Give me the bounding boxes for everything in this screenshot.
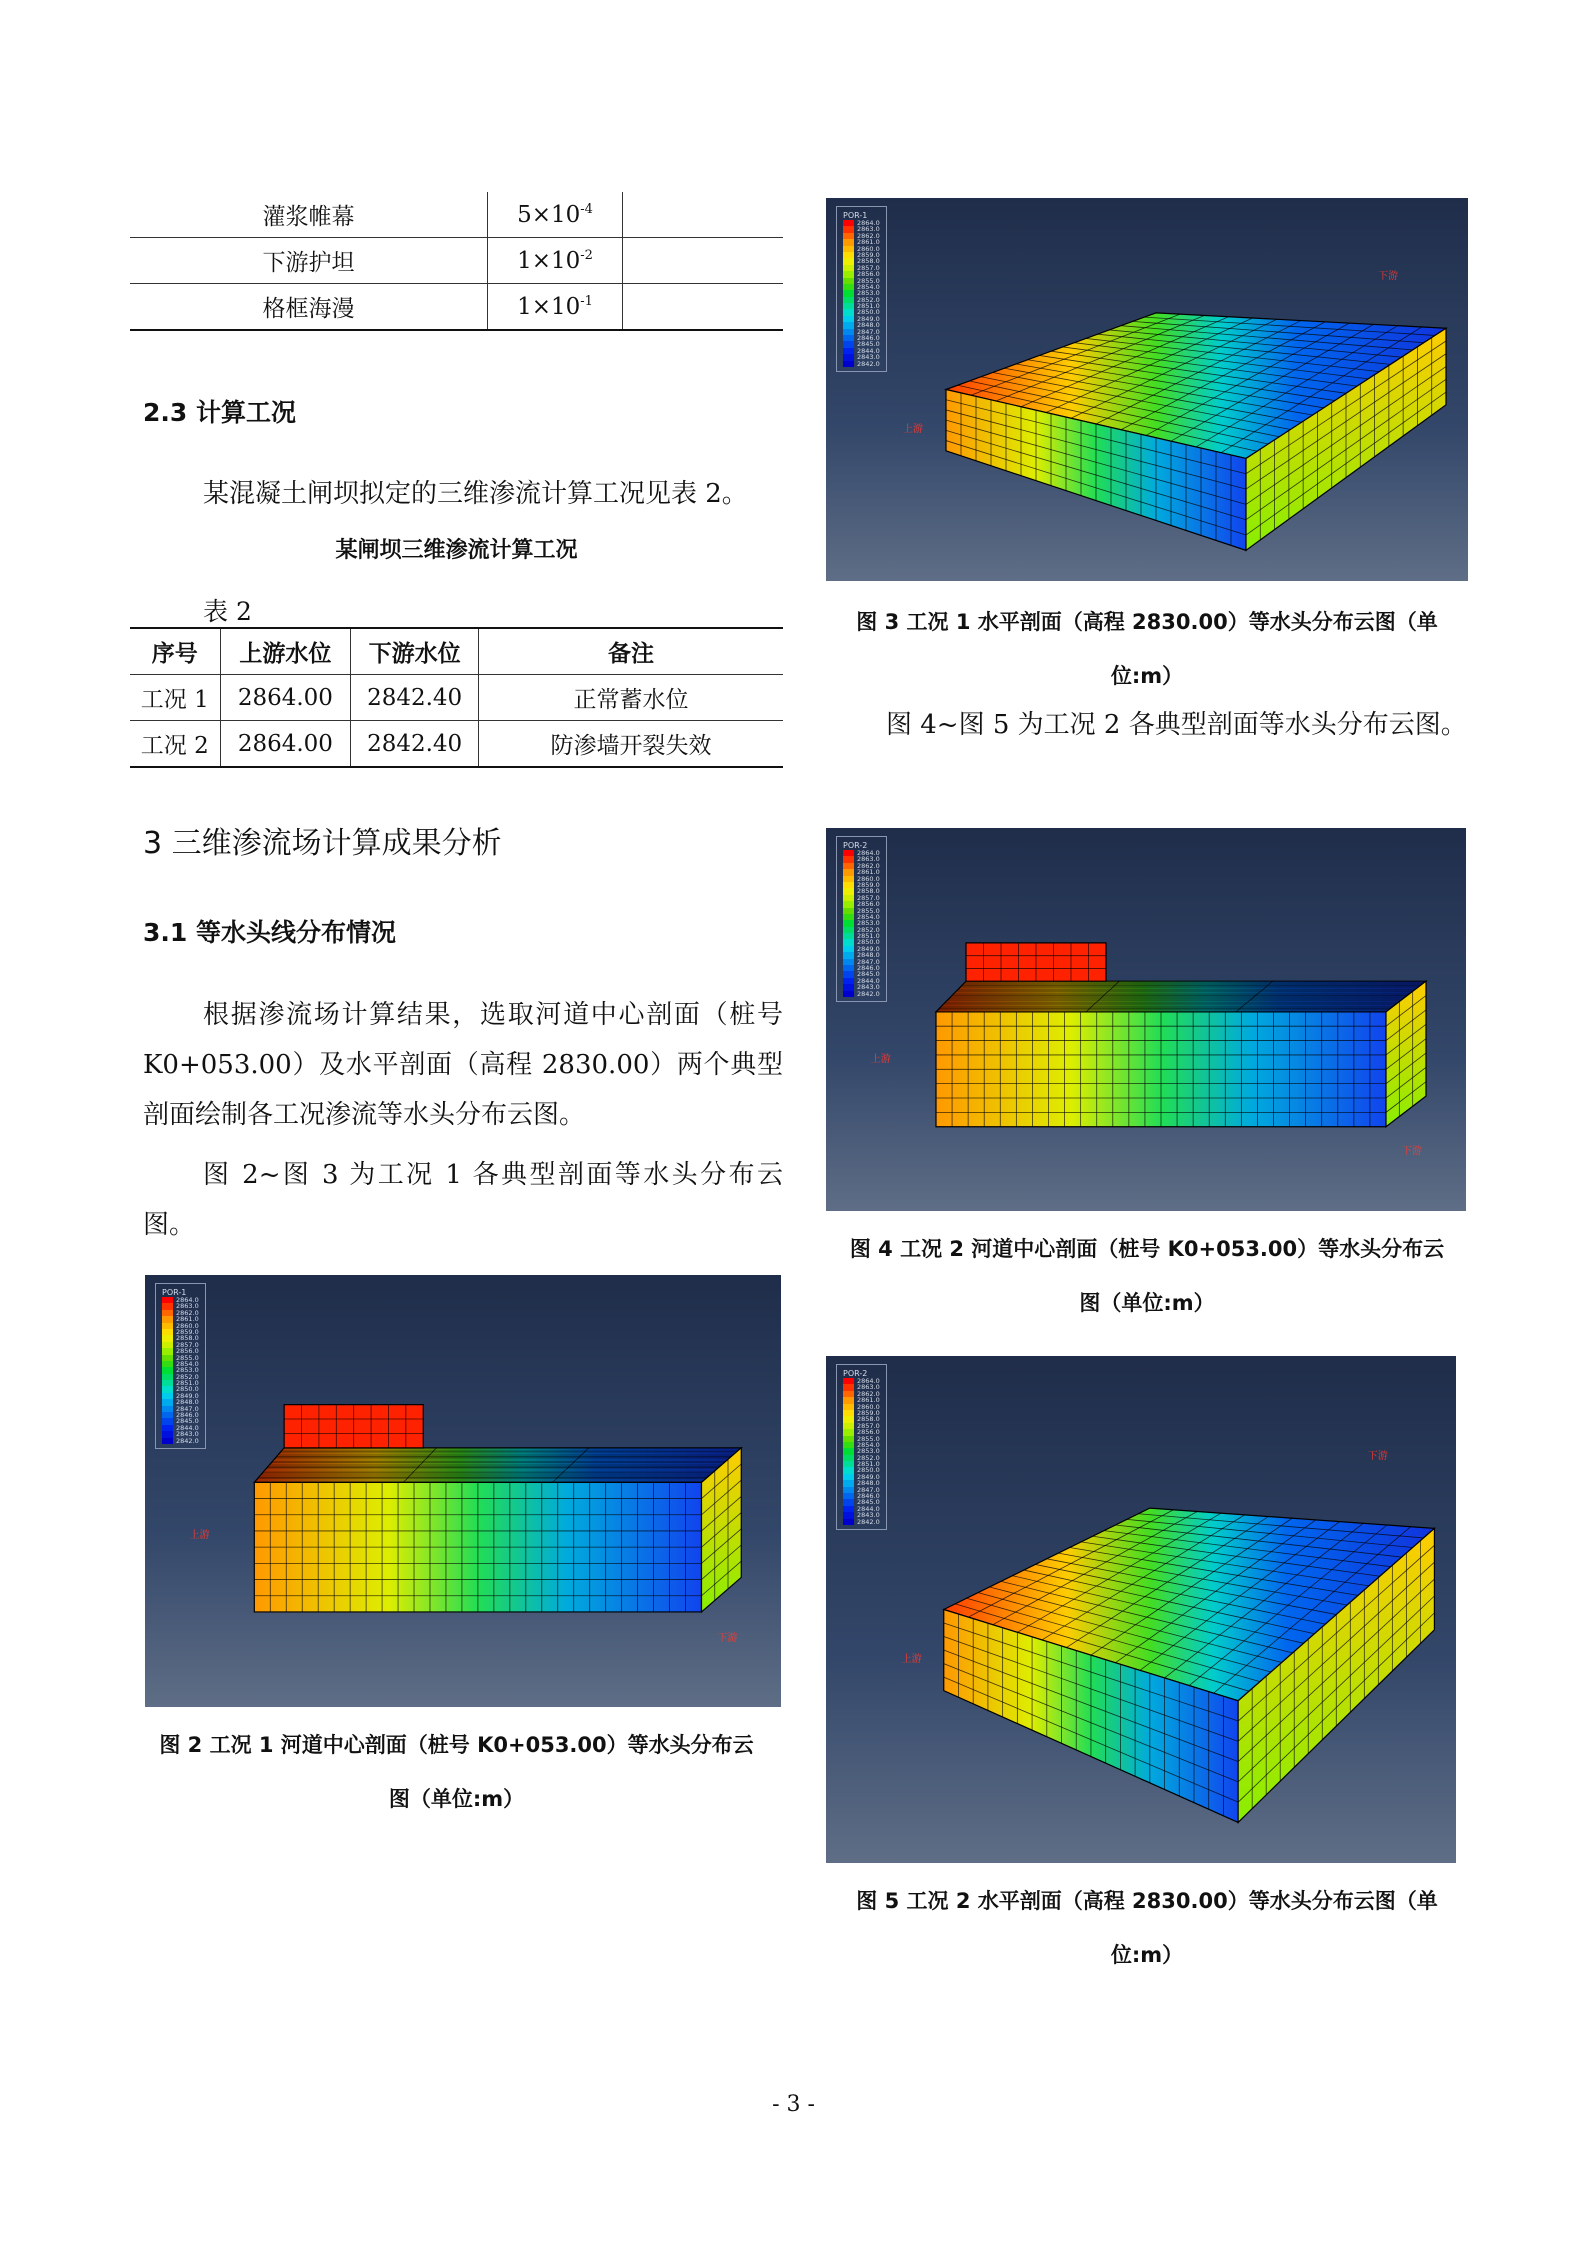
- figure-5-caption-line1: 图 5 工况 2 水平剖面（高程 2830.00）等水头分布云图（单: [856, 1889, 1438, 1913]
- upstream-label: 上游: [903, 424, 924, 436]
- legend-value: 2850.0: [857, 938, 880, 947]
- legend-value: 2853.0: [857, 289, 880, 298]
- legend-value: 2842.0: [857, 359, 880, 368]
- coefficient-exponent: -2: [580, 247, 593, 263]
- legend-value: 2847.0: [176, 1404, 199, 1413]
- contour-legend: [836, 206, 887, 372]
- table2: [130, 627, 783, 768]
- table2-header-cell: 上游水位: [220, 628, 351, 675]
- section-2-3-heading: 2.3 计算工况: [143, 398, 296, 427]
- legend-value: 2856.0: [857, 270, 880, 279]
- legend-value: 2863.0: [857, 1383, 880, 1392]
- legend-value: 2848.0: [857, 951, 880, 960]
- legend-value: 2851.0: [857, 932, 880, 941]
- legend-value: 2855.0: [857, 906, 880, 915]
- section-3-heading: 3 三维渗流场计算成果分析: [143, 826, 502, 861]
- legend-value: 2862.0: [176, 1308, 199, 1317]
- legend-value: 2853.0: [857, 919, 880, 928]
- table2-cell: 2842.40: [351, 721, 479, 768]
- material-cell: 下游护坦: [130, 238, 488, 284]
- upstream-label: 上游: [189, 1529, 210, 1541]
- legend-value: 2856.0: [176, 1347, 199, 1356]
- legend-value: 2851.0: [176, 1379, 199, 1388]
- legend-value: 2845.0: [857, 970, 880, 979]
- legend-value: 2858.0: [857, 257, 880, 266]
- legend-value: 2860.0: [857, 244, 880, 253]
- legend-swatch: [843, 1519, 854, 1525]
- legend-swatch: [162, 1438, 173, 1444]
- contour-model: [826, 1356, 1456, 1863]
- figure-5-contour-image: [826, 1356, 1456, 1863]
- legend-entry: [843, 361, 880, 367]
- figure-3-caption-line2: 位:m）: [1110, 664, 1184, 688]
- table2-cell: 正常蓄水位: [479, 675, 783, 721]
- legend-value: 2845.0: [176, 1417, 199, 1426]
- legend-value: 2860.0: [857, 874, 880, 883]
- legend-value: 2847.0: [857, 327, 880, 336]
- legend-swatch: [843, 991, 854, 997]
- legend-value: 2861.0: [857, 238, 880, 247]
- legend-value: 2851.0: [857, 302, 880, 311]
- coefficient-mantissa: 1: [517, 247, 532, 274]
- legend-value: 2858.0: [176, 1334, 199, 1343]
- legend-value: 2846.0: [176, 1411, 199, 1420]
- coefficient-exponent: -4: [580, 201, 593, 217]
- legend-value: 2847.0: [857, 957, 880, 966]
- times-ten: ×10: [531, 247, 581, 274]
- legend-value: 2850.0: [176, 1385, 199, 1394]
- downstream-label: 下游: [1378, 270, 1399, 282]
- legend-value: 2849.0: [176, 1391, 199, 1400]
- permeability-row: [130, 192, 783, 238]
- legend-value: 2845.0: [857, 1498, 880, 1507]
- legend-value: 2846.0: [857, 334, 880, 343]
- legend-value: 2844.0: [857, 976, 880, 985]
- legend-value: 2856.0: [857, 1428, 880, 1437]
- legend-value: 2851.0: [857, 1460, 880, 1469]
- empty-cell: [623, 284, 784, 331]
- legend-value: 2861.0: [176, 1315, 199, 1324]
- table2-cell: 2864.00: [220, 721, 351, 768]
- contour-model: [145, 1275, 781, 1707]
- legend-value: 2864.0: [857, 849, 880, 857]
- legend-value: 2862.0: [857, 861, 880, 870]
- legend-value: 2844.0: [857, 1504, 880, 1513]
- legend-swatch: [843, 361, 854, 367]
- legend-value: 2858.0: [857, 1415, 880, 1424]
- legend-value: 2843.0: [176, 1430, 199, 1439]
- coefficient-mantissa: 1: [517, 293, 532, 320]
- figure-3-contour-image: [826, 198, 1468, 581]
- legend-value: 2844.0: [857, 346, 880, 355]
- right-paragraph: 图 4~图 5 为工况 2 各典型剖面等水头分布云图。: [886, 710, 1467, 740]
- legend-value: 2861.0: [857, 1396, 880, 1405]
- upstream-label: 上游: [901, 1654, 922, 1666]
- times-ten: ×10: [531, 293, 581, 320]
- contour-legend: [155, 1283, 206, 1449]
- legend-value: 2861.0: [857, 868, 880, 877]
- figure-3-caption-line1: 图 3 工况 1 水平剖面（高程 2830.00）等水头分布云图（单: [856, 610, 1438, 634]
- legend-value: 2852.0: [857, 295, 880, 304]
- legend-value: 2849.0: [857, 314, 880, 323]
- downstream-label: 下游: [1402, 1146, 1422, 1158]
- table2-cell: 2842.40: [351, 675, 479, 721]
- legend-value: 2856.0: [857, 900, 880, 909]
- material-cell: 灌浆帷幕: [130, 192, 488, 238]
- legend-value: 2860.0: [857, 1402, 880, 1411]
- legend-value: 2846.0: [857, 1492, 880, 1501]
- legend-value: 2843.0: [857, 353, 880, 362]
- permeability-row: [130, 284, 783, 331]
- legend-value: 2854.0: [176, 1359, 199, 1368]
- contour-model: [826, 198, 1468, 581]
- table2-cell: 工况 2: [130, 721, 220, 768]
- table2-header-cell: 序号: [130, 628, 220, 675]
- figure-5-caption-line2: 位:m）: [1110, 1943, 1184, 1967]
- downstream-label: 下游: [717, 1633, 738, 1645]
- legend-value: 2852.0: [176, 1372, 199, 1381]
- figure-2-contour-image: [145, 1275, 781, 1707]
- coefficient-mantissa: 5: [517, 201, 532, 228]
- legend-value: 2862.0: [857, 1389, 880, 1398]
- page-number: - 3 -: [772, 2092, 815, 2117]
- legend-value: 2860.0: [176, 1321, 199, 1330]
- figure-2-caption-line2: 图（单位:m）: [388, 1787, 525, 1811]
- table2-cell: 2864.00: [220, 675, 351, 721]
- legend-value: 2853.0: [857, 1447, 880, 1456]
- upstream-label: 上游: [870, 1054, 891, 1066]
- legend-value: 2852.0: [857, 1453, 880, 1462]
- legend-title: POR-2: [843, 841, 868, 850]
- table2-row: [130, 675, 783, 721]
- legend-value: 2849.0: [857, 944, 880, 953]
- section-3-1-paragraph-2: 图 2~图 3 为工况 1 各典型剖面等水头分布云图。: [143, 1160, 783, 1240]
- legend-value: 2857.0: [857, 893, 880, 902]
- legend-entry: [162, 1438, 199, 1444]
- legend-value: 2857.0: [176, 1340, 199, 1349]
- legend-value: 2846.0: [857, 964, 880, 973]
- legend-value: 2855.0: [857, 1434, 880, 1443]
- legend-value: 2859.0: [857, 880, 880, 889]
- figure-4-caption-line1: 图 4 工况 2 河道中心剖面（桩号 K0+053.00）等水头分布云: [849, 1237, 1445, 1261]
- figure-4-caption-line2: 图（单位:m）: [1079, 1291, 1215, 1315]
- coefficient-cell: [488, 238, 623, 284]
- legend-value: 2857.0: [857, 1421, 880, 1430]
- legend-value: 2842.0: [857, 989, 880, 998]
- legend-value: 2859.0: [857, 250, 880, 259]
- legend-value: 2862.0: [857, 231, 880, 240]
- legend-value: 2843.0: [857, 983, 880, 992]
- legend-value: 2854.0: [857, 282, 880, 291]
- table2-label: 表 2: [203, 597, 252, 626]
- permeability-table: [130, 192, 783, 331]
- legend-value: 2854.0: [857, 1440, 880, 1449]
- legend-value: 2859.0: [857, 1408, 880, 1417]
- legend-value: 2850.0: [857, 1466, 880, 1475]
- legend-value: 2859.0: [176, 1327, 199, 1336]
- legend-value: 2863.0: [857, 855, 880, 864]
- material-cell: 格框海漫: [130, 284, 488, 331]
- legend-value: 2852.0: [857, 925, 880, 934]
- legend-value: 2845.0: [857, 340, 880, 349]
- legend-value: 2848.0: [176, 1398, 199, 1407]
- legend-value: 2842.0: [176, 1436, 199, 1445]
- permeability-row: [130, 238, 783, 284]
- table2-header-cell: 下游水位: [351, 628, 479, 675]
- section-2-3-paragraph: 某混凝土闸坝拟定的三维渗流计算工况见表 2。: [203, 479, 748, 509]
- legend-value: 2863.0: [857, 225, 880, 234]
- figure-2-caption-line1: 图 2 工况 1 河道中心剖面（桩号 K0+053.00）等水头分布云: [159, 1733, 754, 1757]
- empty-cell: [623, 238, 784, 284]
- legend-value: 2858.0: [857, 887, 880, 896]
- contour-model: [826, 828, 1466, 1211]
- legend-value: 2847.0: [857, 1485, 880, 1494]
- figure-4-contour-image: [826, 828, 1466, 1211]
- legend-value: 2848.0: [857, 1479, 880, 1488]
- table2-cell: 工况 1: [130, 675, 220, 721]
- table2-header-cell: 备注: [479, 628, 783, 675]
- legend-value: 2849.0: [857, 1472, 880, 1481]
- coefficient-cell: [488, 192, 623, 238]
- section-3-1-paragraph-1: 根据渗流场计算结果，选取河道中心剖面（桩号 K0+053.00）及水平剖面（高程 2830.00）两个典型剖面绘制各工况渗流等水头分布云图。: [143, 1000, 783, 1130]
- contour-legend: [836, 1364, 887, 1530]
- legend-value: 2864.0: [176, 1296, 199, 1304]
- legend-value: 2855.0: [176, 1353, 199, 1362]
- legend-value: 2843.0: [857, 1511, 880, 1520]
- legend-value: 2844.0: [176, 1423, 199, 1432]
- table2-cell: 防渗墙开裂失效: [479, 721, 783, 768]
- legend-value: 2855.0: [857, 276, 880, 285]
- legend-value: 2842.0: [857, 1517, 880, 1526]
- empty-cell: [623, 192, 784, 238]
- legend-title: POR-1: [843, 211, 868, 220]
- legend-title: POR-1: [162, 1288, 187, 1297]
- table2-row: [130, 721, 783, 768]
- legend-value: 2864.0: [857, 219, 880, 227]
- table2-title: 某闸坝三维渗流计算工况: [335, 538, 578, 563]
- contour-legend: [836, 836, 887, 1002]
- downstream-label: 下游: [1367, 1451, 1388, 1463]
- legend-entry: [843, 1519, 880, 1525]
- coefficient-exponent: -1: [580, 293, 593, 309]
- legend-value: 2853.0: [176, 1366, 199, 1375]
- legend-value: 2854.0: [857, 912, 880, 921]
- legend-value: 2857.0: [857, 263, 880, 272]
- legend-value: 2850.0: [857, 308, 880, 317]
- legend-entry: [843, 991, 880, 997]
- legend-title: POR-2: [843, 1369, 868, 1378]
- coefficient-cell: [488, 284, 623, 331]
- section-3-1-heading: 3.1 等水头线分布情况: [143, 918, 396, 947]
- legend-value: 2863.0: [176, 1302, 199, 1311]
- legend-value: 2864.0: [857, 1377, 880, 1385]
- times-ten: ×10: [531, 201, 581, 228]
- legend-value: 2848.0: [857, 321, 880, 330]
